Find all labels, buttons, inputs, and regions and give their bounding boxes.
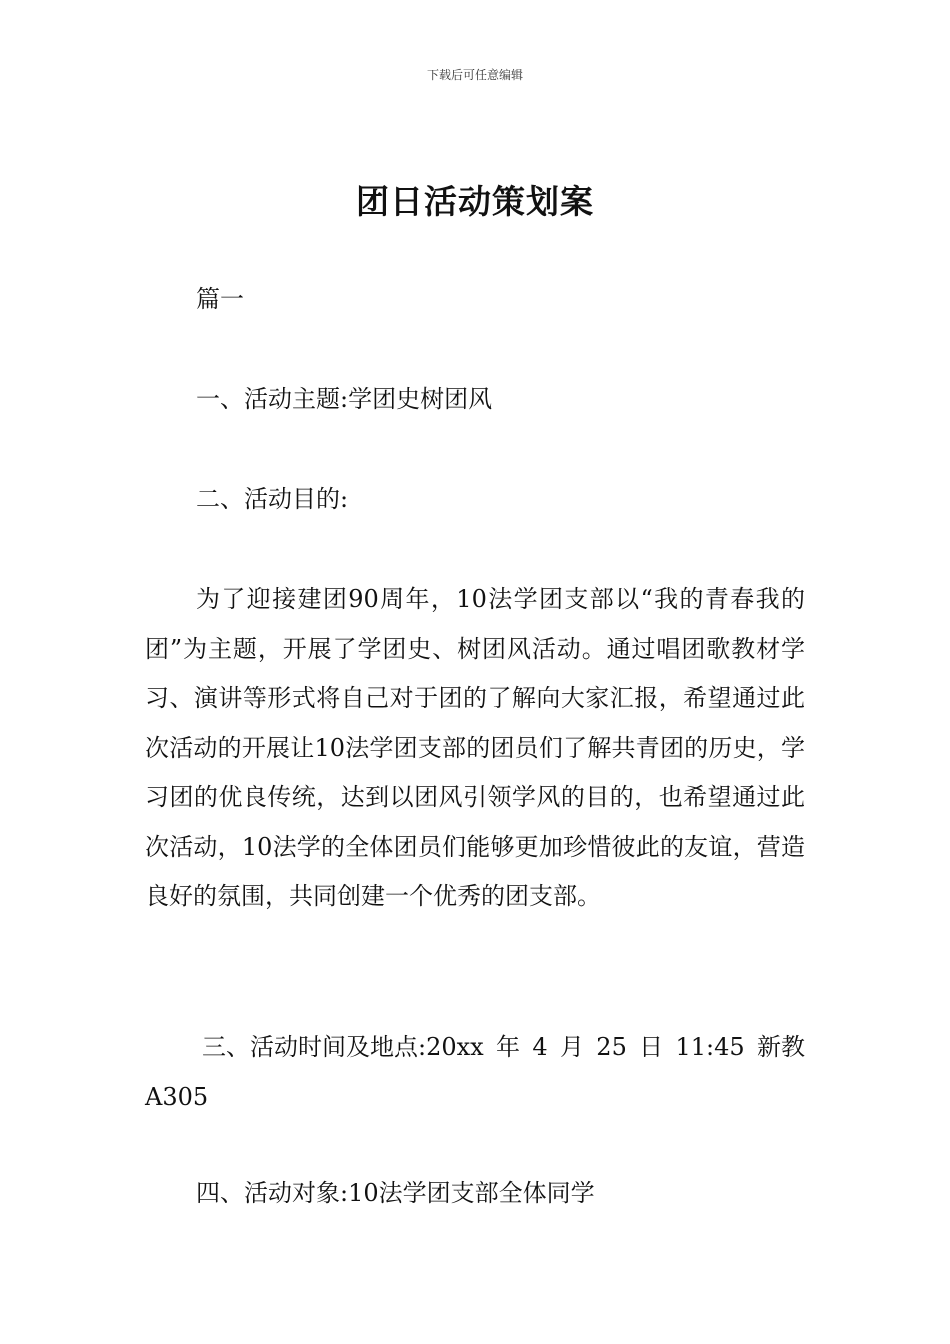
time-place-label: 三、活动时间及地点:20xx [202,1033,484,1061]
item-theme: 一、活动主题:学团史树团风 [196,385,493,413]
time-value: 11:45 [675,1033,745,1061]
month-unit: 月 [559,1033,584,1061]
item-time-place [145,1023,805,1122]
place-room: A305 [145,1082,209,1111]
item-purpose-heading: 二、活动目的: [196,485,349,513]
document-title: 团日活动策划案 [356,182,594,221]
place-prefix: 新教 [757,1033,805,1061]
month-value: 4 [532,1033,548,1061]
day-unit: 日 [639,1033,664,1061]
day-value: 25 [596,1033,627,1061]
year-unit: 年 [496,1033,521,1061]
section-label: 篇一 [196,285,244,313]
purpose-paragraph: 为了迎接建团90周年，10法学团支部以“我的青春我的团”为主题，开展了学团史、树团风活动。通过唱团歌教材学习、演讲等形式将自己对于团的了解向大家汇报，希望通过此次活动的开展让10法学团支部的团员们了解共青团的历史，学习团的优良传统，达到以团风引领学风的目的，也希望通过此次活动，10法学的全体团员们能够更加珍惜彼此的友谊，营造良好的氛围，共同创建一个优秀的团支部。 [145,585,805,910]
header-note: 下载后可任意编辑 [426,68,523,82]
time-place-row [145,1023,805,1073]
item-audience: 四、活动对象:10法学团支部全体同学 [196,1179,595,1207]
